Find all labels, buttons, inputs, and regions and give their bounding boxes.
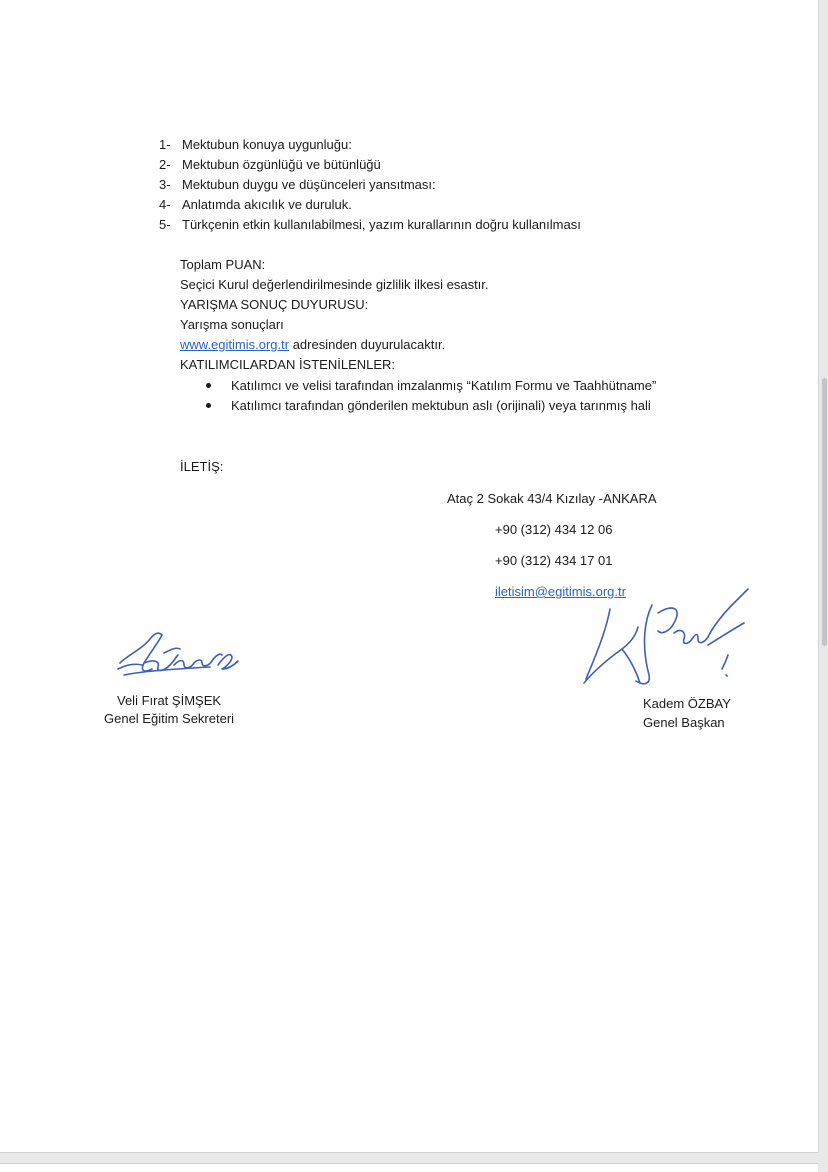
contact-email-link[interactable]: iletisim@egitimis.org.tr — [495, 584, 626, 599]
contact-address: Ataç 2 Sokak 43/4 Kızılay -ANKARA — [447, 491, 657, 506]
contact-phone: +90 (312) 434 12 06 — [495, 522, 613, 537]
left-signatory-name: Veli Fırat ŞİMŞEK — [117, 693, 222, 708]
bullet-dot — [206, 383, 211, 388]
website-link[interactable]: www.egitimis.org.tr — [180, 337, 290, 352]
scrollbar-thumb[interactable] — [822, 378, 827, 646]
criteria-number: 5- — [159, 217, 171, 232]
criteria-number: 1- — [159, 137, 171, 152]
right-signatory-title: Genel Başkan — [643, 715, 725, 730]
requirement-item: Katılımcı ve velisi tarafından imzalanmış “Katılım Formu ve Taahhütname” — [231, 378, 657, 393]
results-text: Yarışma sonuçları — [180, 317, 284, 332]
signature-image — [578, 585, 753, 691]
left-signatory-title: Genel Eğitim Sekreteri — [104, 711, 235, 726]
signature-image — [114, 625, 244, 687]
results-line — [180, 337, 445, 353]
criteria-item: Mektubun duygu ve düşünceleri yansıtması: — [182, 177, 436, 192]
contact-heading: İLETİŞ: — [180, 459, 224, 474]
results-heading: YARIŞMA SONUÇ DUYURUSU: — [180, 297, 369, 312]
criteria-item: Anlatımda akıcılık ve duruluk. — [182, 197, 352, 212]
criteria-item: Mektubun özgünlüğü ve bütünlüğü — [182, 157, 381, 172]
requirements-heading: KATILIMCILARDAN İSTENİLENLER: — [180, 357, 396, 372]
criteria-item: Mektubun konuya uygunluğu: — [182, 137, 352, 152]
criteria-number: 2- — [159, 157, 171, 172]
contact-phone: +90 (312) 434 17 01 — [495, 553, 613, 568]
requirement-item: Katılımcı tarafından gönderilen mektubun aslı (orijinali) veya tarınmış hali — [231, 398, 651, 413]
results-suffix: adresinden duyurulacaktır. — [292, 337, 446, 352]
privacy-note: Seçici Kurul değerlendirilmesinde gizlilik ilkesi esastır. — [180, 277, 489, 292]
total-score-label: Toplam PUAN: — [180, 257, 266, 272]
criteria-item: Türkçenin etkin kullanılabilmesi, yazım kurallarının doğru kullanılması — [182, 217, 581, 232]
criteria-number: 3- — [159, 177, 171, 192]
bullet-dot — [206, 403, 211, 408]
right-signatory-name: Kadem ÖZBAY — [643, 696, 731, 711]
criteria-number: 4- — [159, 197, 171, 212]
